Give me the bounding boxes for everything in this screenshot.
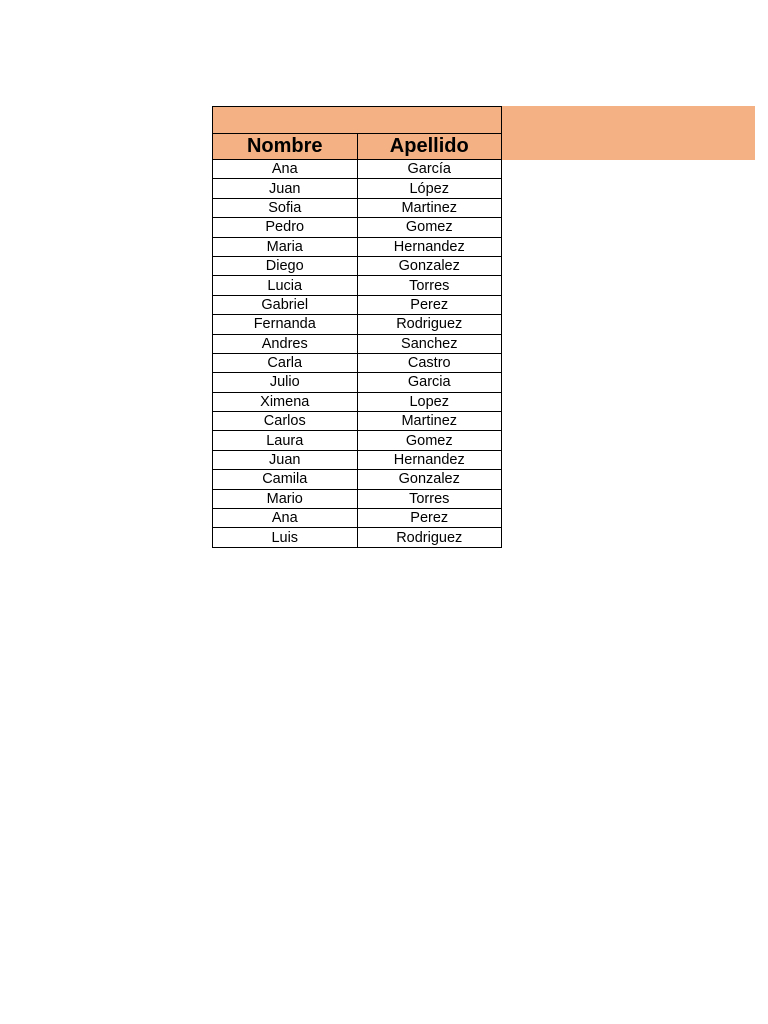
table-row bbox=[213, 256, 502, 275]
cell-apellido[interactable]: Gonzalez bbox=[357, 256, 502, 275]
table-row bbox=[213, 160, 502, 179]
table-row bbox=[213, 334, 502, 353]
table-row bbox=[213, 412, 502, 431]
cell-nombre[interactable]: Carlos bbox=[213, 412, 358, 431]
cell-nombre[interactable]: Luis bbox=[213, 528, 358, 547]
cell-apellido[interactable]: Gonzalez bbox=[357, 470, 502, 489]
cell-nombre[interactable]: Juan bbox=[213, 179, 358, 198]
header-nombre[interactable]: Nombre bbox=[213, 134, 358, 160]
cell-apellido[interactable]: Hernandez bbox=[357, 450, 502, 469]
cell-apellido[interactable]: Martinez bbox=[357, 412, 502, 431]
table-row bbox=[213, 392, 502, 411]
table-row bbox=[213, 295, 502, 314]
cell-apellido[interactable]: Lopez bbox=[357, 392, 502, 411]
cell-apellido[interactable]: Rodriguez bbox=[357, 528, 502, 547]
cell-nombre[interactable]: Carla bbox=[213, 353, 358, 372]
cell-nombre[interactable]: Camila bbox=[213, 470, 358, 489]
cell-apellido[interactable]: Torres bbox=[357, 276, 502, 295]
cell-nombre[interactable]: Andres bbox=[213, 334, 358, 353]
table-row bbox=[213, 315, 502, 334]
cell-apellido[interactable]: Sanchez bbox=[357, 334, 502, 353]
table-row bbox=[213, 237, 502, 256]
cell-nombre[interactable]: Mario bbox=[213, 489, 358, 508]
table-row bbox=[213, 218, 502, 237]
cell-apellido[interactable]: López bbox=[357, 179, 502, 198]
cell-apellido[interactable]: Torres bbox=[357, 489, 502, 508]
cell-apellido[interactable]: Garcia bbox=[357, 373, 502, 392]
header-row bbox=[213, 134, 502, 160]
cell-apellido[interactable]: Perez bbox=[357, 295, 502, 314]
cell-nombre[interactable]: Julio bbox=[213, 373, 358, 392]
cell-apellido[interactable]: Perez bbox=[357, 509, 502, 528]
table-row bbox=[213, 489, 502, 508]
cell-nombre[interactable]: Ximena bbox=[213, 392, 358, 411]
cell-apellido[interactable]: García bbox=[357, 160, 502, 179]
cell-nombre[interactable]: Maria bbox=[213, 237, 358, 256]
cell-apellido[interactable]: Gomez bbox=[357, 431, 502, 450]
title-cell[interactable] bbox=[213, 107, 502, 134]
table-row bbox=[213, 373, 502, 392]
table-row bbox=[213, 179, 502, 198]
table-row bbox=[213, 276, 502, 295]
cell-nombre[interactable]: Ana bbox=[213, 160, 358, 179]
title-row bbox=[213, 107, 502, 134]
cell-nombre[interactable]: Diego bbox=[213, 256, 358, 275]
cell-nombre[interactable]: Lucia bbox=[213, 276, 358, 295]
cell-apellido[interactable]: Hernandez bbox=[357, 237, 502, 256]
table-row bbox=[213, 353, 502, 372]
cell-nombre[interactable]: Ana bbox=[213, 509, 358, 528]
cell-apellido[interactable]: Castro bbox=[357, 353, 502, 372]
table-row bbox=[213, 431, 502, 450]
table-row bbox=[213, 198, 502, 217]
cell-nombre[interactable]: Sofia bbox=[213, 198, 358, 217]
table-row bbox=[213, 509, 502, 528]
cell-nombre[interactable]: Gabriel bbox=[213, 295, 358, 314]
cell-nombre[interactable]: Juan bbox=[213, 450, 358, 469]
cell-nombre[interactable]: Laura bbox=[213, 431, 358, 450]
cell-apellido[interactable]: Rodriguez bbox=[357, 315, 502, 334]
cell-apellido[interactable]: Gomez bbox=[357, 218, 502, 237]
names-table bbox=[212, 106, 502, 548]
table-row bbox=[213, 528, 502, 547]
cell-apellido[interactable]: Martinez bbox=[357, 198, 502, 217]
header-apellido[interactable]: Apellido bbox=[357, 134, 502, 160]
cell-nombre[interactable]: Pedro bbox=[213, 218, 358, 237]
table-row bbox=[213, 450, 502, 469]
cell-nombre[interactable]: Fernanda bbox=[213, 315, 358, 334]
table-row bbox=[213, 470, 502, 489]
